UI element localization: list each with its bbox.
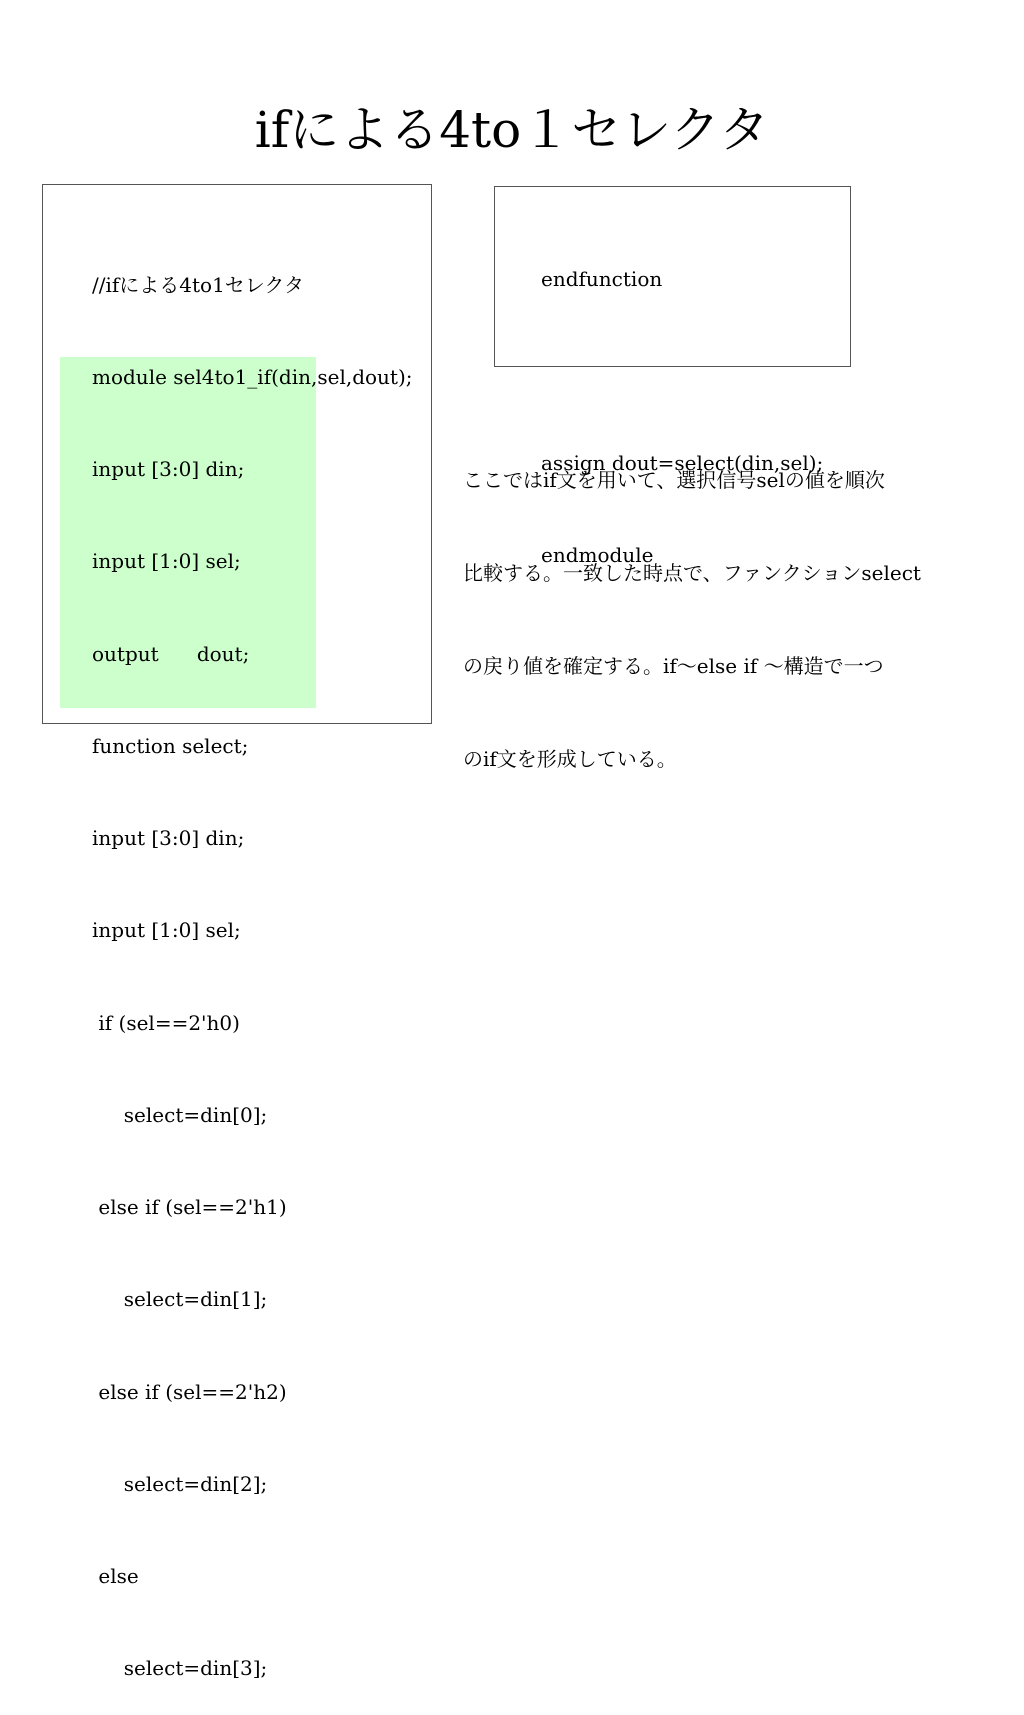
- code-line: endfunction: [541, 266, 663, 291]
- code-line: select=din[2];: [92, 1471, 268, 1496]
- code-line: else if (sel==2'h1): [92, 1195, 287, 1219]
- code-line: //ifによる4to1セレクタ: [92, 272, 305, 297]
- slide-title: ifによる4to１セレクタ: [254, 101, 770, 159]
- code-line: output dout;: [92, 641, 250, 666]
- code-line: select=din[1];: [92, 1287, 268, 1312]
- explanation-line: の戻り値を確定する。if～else if ～構造で一つ: [463, 654, 884, 678]
- explanation-line: ここではif文を用いて、選択信号selの値を順次: [463, 468, 885, 492]
- code-listing: [92, 208, 413, 1715]
- code-line: function select;: [92, 733, 249, 758]
- code-line: input [1:0] sel;: [92, 549, 241, 574]
- code-line: module sel4to1_if(din,sel,dout);: [92, 364, 413, 389]
- code-line: select=din[0];: [92, 1102, 268, 1127]
- explanation-line: 比較する。一致した時点で、ファンクションselect: [463, 561, 921, 585]
- code-line: input [3:0] din;: [92, 826, 245, 850]
- code-line: input [1:0] sel;: [92, 918, 241, 943]
- code-line: else if (sel==2'h2): [92, 1379, 287, 1404]
- code-line: if (sel==2'h0): [92, 1010, 240, 1035]
- code-line: select=din[3];: [92, 1656, 268, 1681]
- explanation-line: のif文を形成している。: [463, 747, 677, 771]
- code-line: assign dout=select(din,sel);: [541, 451, 824, 475]
- code-line: endmodule: [541, 543, 654, 568]
- code-line: else: [92, 1564, 139, 1588]
- explanation-text: [463, 403, 921, 806]
- code-line: input [3:0] din;: [92, 457, 245, 481]
- code-line: [541, 356, 823, 387]
